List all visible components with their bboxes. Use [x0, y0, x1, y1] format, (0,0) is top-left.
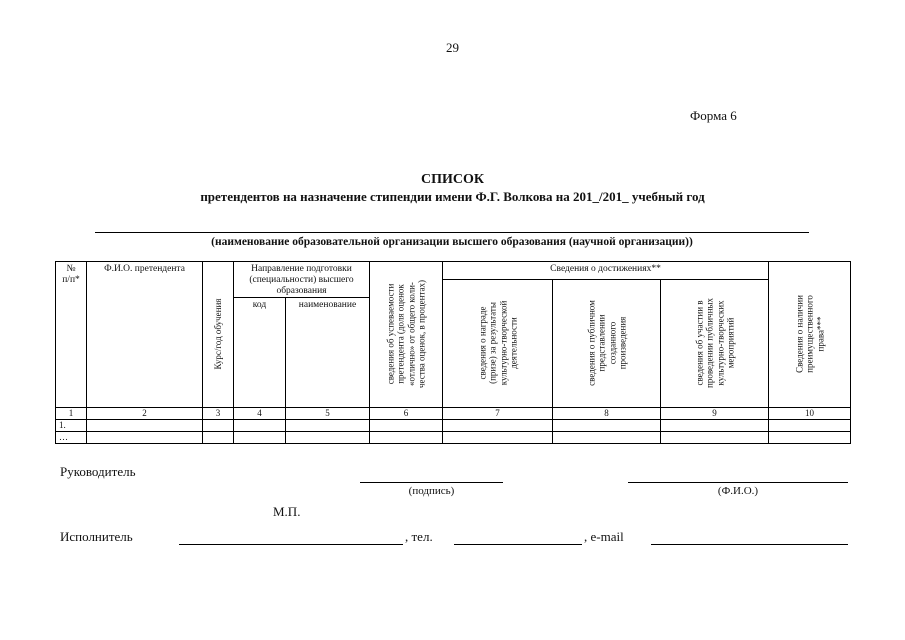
- column-number: 2: [87, 407, 203, 419]
- document-title: СПИСОК: [420, 172, 485, 187]
- signature-caption: (подпись): [408, 485, 455, 497]
- header-achievements: Сведения о достижениях**: [443, 262, 769, 280]
- fio-caption: (Ф.И.О.): [717, 485, 759, 497]
- fio-line: [628, 482, 848, 483]
- header-events: сведения об участии в проведении публичных культурно-творческих мероприятий: [661, 280, 769, 408]
- signature-line: [360, 482, 503, 483]
- header-priority: Сведения о наличии преимущественного права***: [769, 262, 851, 408]
- column-number: 10: [769, 407, 851, 419]
- header-name: наименование: [286, 297, 370, 407]
- header-number: № п/п*: [56, 262, 87, 408]
- organization-caption: (наименование образовательной организации высшего образования (научной организации)): [211, 236, 693, 248]
- document-subtitle: претендентов на назначение стипендии имени Ф.Г. Волкова на 201_/201_ учебный год: [200, 189, 705, 204]
- column-number: 5: [286, 407, 370, 419]
- header-code: код: [234, 297, 286, 407]
- header-direction: Направление подготовки (специальности) высшего образования: [234, 262, 370, 298]
- phone-line: [454, 544, 582, 545]
- row-ellipsis: …: [56, 431, 87, 443]
- header-fio: Ф.И.О. претендента: [87, 262, 203, 408]
- row-number: 1.: [56, 419, 87, 431]
- executor-label: Исполнитель: [60, 529, 133, 544]
- executor-name-line: [179, 544, 403, 545]
- page-number: 29: [446, 40, 459, 55]
- column-number: 6: [370, 407, 443, 419]
- head-label: Руководитель: [60, 464, 136, 479]
- column-number: 9: [661, 407, 769, 419]
- stamp-place: М.П.: [273, 504, 301, 519]
- email-label: , e-mail: [584, 529, 624, 544]
- column-number: 3: [203, 407, 234, 419]
- header-progress: сведения об успеваемости претендента (доля оценок «отлично» от общего коли- чества оценок, в процентах): [370, 262, 443, 408]
- phone-label: , тел.: [405, 529, 433, 544]
- column-number: 4: [234, 407, 286, 419]
- column-number: 7: [443, 407, 553, 419]
- header-course: Курс/год обучения: [203, 262, 234, 408]
- email-line: [651, 544, 848, 545]
- table-row: [56, 431, 851, 443]
- header-award: сведения о награде (призе) за результаты культурно-творческой деятельности: [443, 280, 553, 408]
- table-row: [56, 419, 851, 431]
- applicants-table: [55, 261, 851, 444]
- form-label: Форма 6: [690, 108, 737, 123]
- column-number: 1: [56, 407, 87, 419]
- header-public-presentation: сведения о публичном представлении созданного произведения: [553, 280, 661, 408]
- organization-name-line: [95, 232, 809, 233]
- column-number: 8: [553, 407, 661, 419]
- column-numbers-row: [56, 407, 851, 419]
